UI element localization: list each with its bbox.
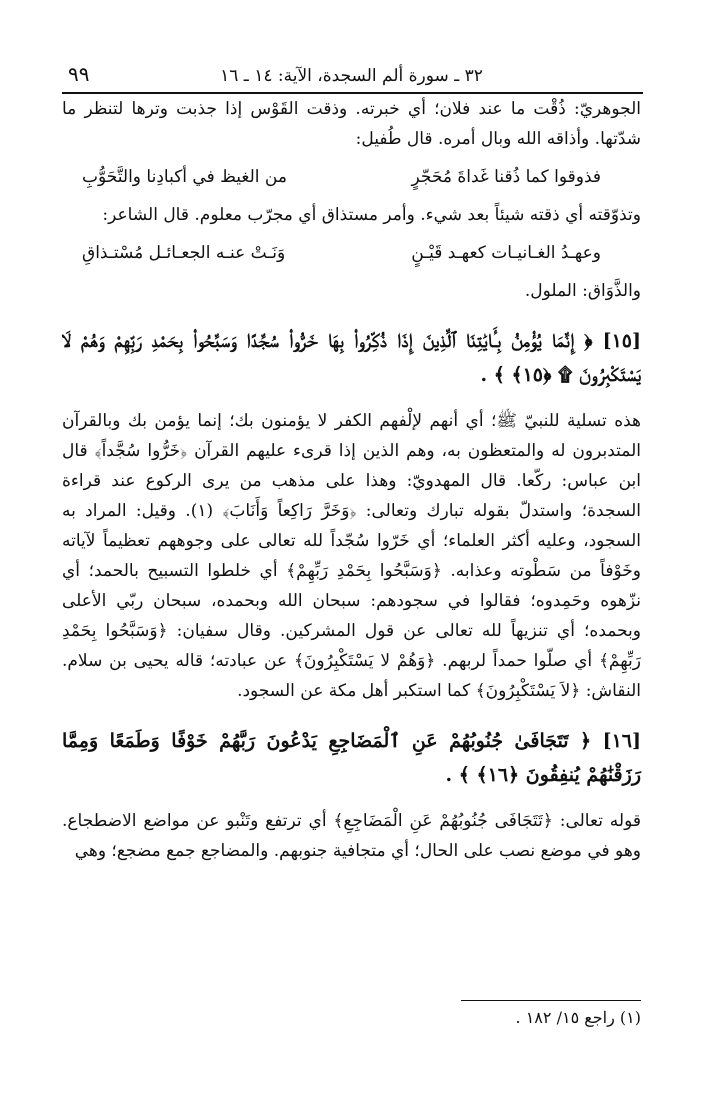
ayah-15-text: [١٥] ﴿ إِنَّمَا يُؤْمِنُ بِـَٔايَٰتِنَا ٱلَّذِينَ إِذَا ذُكِّرُوا۟ بِهَا خَرُّوا۟ سُجَّدًا وَسَبَّحُوا۟ بِحَمْدِ رَبِّهِمْ وَهُمْ لَا يَسْتَكْبِرُونَ ۩ ﴿١٥﴾ ﴾ . bbox=[62, 330, 641, 386]
quran-verse-15 bbox=[62, 324, 641, 392]
footnote: (١) راجع ١٥/ ١٨٢ . bbox=[515, 1008, 641, 1027]
paragraph-dhawwaq: والذَّوَاق: الملول. bbox=[524, 281, 641, 301]
running-header bbox=[60, 62, 643, 90]
tafsir-paragraph-15: هذه تسلية للنبيّ ﷺ؛ أي أنهم لإلْفهم الكفر لا يؤمنون بك؛ إنما يؤمن بك وبالقرآن المتدبرون له والمتعظون به، وهم الذين إذا قرىء عليهم القرآن ﴿خَرُّوا سُجَّداً﴾ قال ابن عباس: ركّعا. قال المهدويّ: وهذا على مذهب من يرى الركوع عند قراءة السجدة؛ واستدلّ بقوله تبارك وتعالى: ﴿وَخَرَّ رَاكِعاً وَأَنَابَ﴾ (١). وقيل: المراد به السجود، وعليه أكثر العلماء؛ أي خَرّوا سُجّداً لله تعالى على وجوههم تعظيماً لآياته وخَوْفاً من سَطْوته وعذابه. ﴿وَسَبَّحُوا بِحَمْدِ رَبِّهِمْ﴾ أي خلطوا التسبيح بالحمد؛ أي نزّهوه وحَمِدوه؛ فقالوا في سجودهم: سبحان الله وبحمده، سبحان ربّي الأعلى وبحمده؛ أي تنزيهاً لله تعالى عن قول المشركين. وقال سفيان: ﴿وَسَبَّحُوا بِحَمْدِ رَبِّهِمْ﴾ أي صلّوا حمداً لربهم. ﴿وَهُمْ لا يَسْتَكْبِرُونَ﴾ عن عبادته؛ قاله يحيى بن سلام. النقاش: ﴿لاَ يَسْتَكْبِرُونَ﴾ كما استكبر أهل مكة عن السجود. bbox=[62, 411, 641, 701]
header-title: ٣٢ ـ سورة ألم السجدة، الآية: ١٤ ـ ١٦ bbox=[220, 66, 483, 86]
verse-2-first-hemistich: وعهـدُ الغـانيـات كعهـد قَيْـنٍ bbox=[411, 243, 601, 263]
verse-1-second-hemistich: من الغيظ في أكبادِنا والتَّحَوُّبِ bbox=[82, 167, 287, 187]
quran-verse-16 bbox=[62, 724, 641, 792]
paragraph-tadhawwuq: وتذوّقته أي ذقته شيئاً بعد شيء. وأمر مستذاق أي مجرّب معلوم. قال الشاعر: bbox=[102, 205, 641, 225]
verse-2-second-hemistich: وَنَـتْ عنـه الجعـائـل مُسْتـذاقِ bbox=[82, 243, 286, 263]
paragraph-jawhari: الجوهريّ: ذُقْت ما عند فلان؛ أي خبرته. وذقت القَوْس إذا جذبت وترها لتنظر ما شدّتها. وأذاقه الله وبال أمره. قال طُفيل: bbox=[62, 99, 641, 149]
verse-1-first-hemistich: فذوقوا كما ذُقنا غَداةَ مُحَجّرٍ bbox=[411, 167, 601, 187]
ayah-16-text: [١٦] ﴿ تَتَجَافَىٰ جُنُوبُهُمْ عَنِ ٱلْمَضَاجِعِ يَدْعُونَ رَبَّهُمْ خَوْفًا وَطَمَعًا وَمِمَّا رَزَقْنَٰهُمْ يُنفِقُونَ ﴿١٦﴾ ﴾ . bbox=[62, 730, 641, 786]
footnote-divider bbox=[461, 1000, 641, 1001]
page-body bbox=[62, 94, 641, 866]
page-number: ٩٩ bbox=[68, 62, 90, 86]
poetry-verse-1 bbox=[62, 162, 641, 192]
poetry-verse-2 bbox=[62, 238, 641, 268]
tafsir-paragraph-16: قوله تعالى: ﴿تَتَجَافَى جُنُوبُهُمْ عَنِ الْمَضَاجِعِ﴾ أي ترتفع وتَنْبو عن مواضع الاضطجاع. وهو في موضع نصب على الحال؛ أي متجافية جنوبهم. والمضاجع جمع مضجع؛ وهي bbox=[62, 811, 641, 861]
